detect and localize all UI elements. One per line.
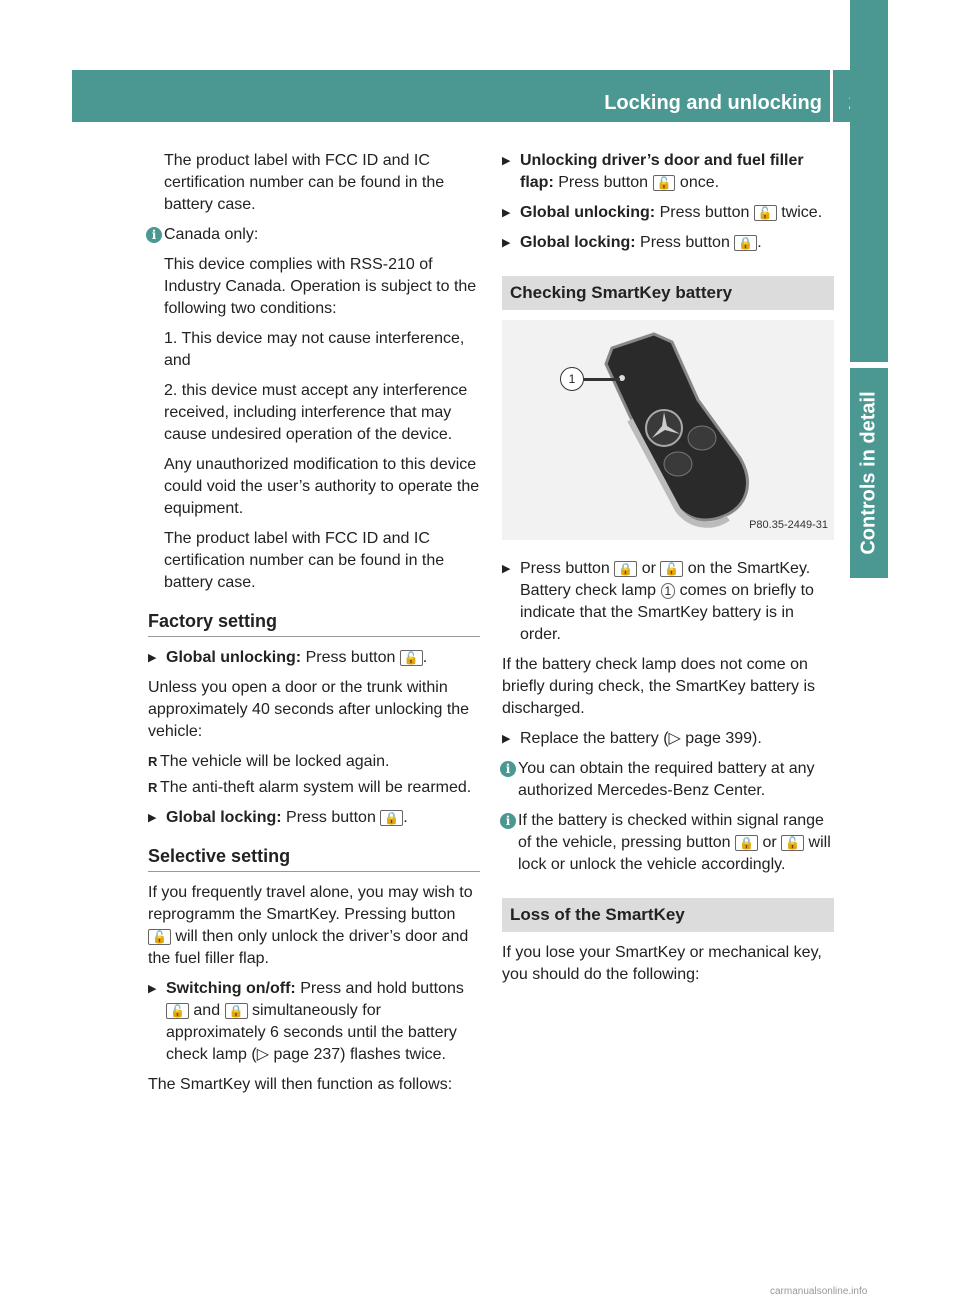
- info-block: [148, 224, 480, 594]
- step: ▶ Unlocking driver’s door and fuel filler flap: Press button 🔓 once.: [502, 150, 834, 194]
- page-header: [72, 70, 888, 122]
- section-bar: Checking SmartKey battery: [502, 276, 834, 310]
- paragraph: Unless you open a door or the trunk within approximately 40 seconds after unlocking the vehicle:: [148, 679, 470, 740]
- paragraph: The product label with FCC ID and IC certification number can be found in the battery case.: [164, 530, 445, 591]
- info-icon: i: [146, 227, 162, 243]
- smartkey-figure: [502, 320, 834, 540]
- left-column: [148, 150, 480, 1104]
- callout-number: 1: [560, 367, 584, 391]
- figure-caption: P80.35-2449-31: [749, 519, 828, 531]
- paragraph: The SmartKey will then function as follows:: [148, 1076, 453, 1093]
- paragraph: If the battery is checked within signal range of the vehicle, pressing button 🔒 or 🔓 will lock or unlock the vehicle accordingly.: [518, 812, 831, 873]
- list-item: R The anti-theft alarm system will be rearmed.: [148, 777, 480, 799]
- step: ▶ Press button 🔒 or 🔓 on the SmartKey. Battery check lamp 1 comes on briefly to indicate that the SmartKey battery is in order.: [502, 558, 834, 646]
- unlock-icon: 🔓: [653, 175, 676, 191]
- paragraph: This device complies with RSS-210 of Industry Canada. Operation is subject to the following two conditions:: [164, 256, 477, 317]
- smartkey-illustration: [502, 320, 834, 540]
- section-heading: Factory setting: [148, 610, 480, 637]
- step: ▶ Global unlocking: Press button 🔓 .: [148, 647, 480, 669]
- callout-line: [584, 378, 620, 381]
- paragraph: If you lose your SmartKey or mechanical key, you should do the following:: [502, 944, 822, 983]
- step: ▶ Global unlocking: Press button 🔓 twice.: [502, 202, 834, 224]
- paragraph: Canada only:: [164, 226, 259, 243]
- step: ▶ Global locking: Press button 🔒 .: [502, 232, 834, 254]
- watermark: carmanualsonline.info: [770, 1286, 868, 1297]
- info-icon: i: [500, 813, 516, 829]
- lock-icon: 🔒: [380, 810, 403, 826]
- header-title: Locking and unlocking: [604, 92, 822, 114]
- paragraph: Any unauthorized modification to this device could void the user’s authority to operate the equipment.: [164, 456, 480, 517]
- unlock-icon: 🔓: [660, 561, 683, 577]
- paragraph: You can obtain the required battery at any authorized Mercedes-Benz Center.: [518, 760, 815, 799]
- paragraph: If you frequently travel alone, you may wish to reprogramm the SmartKey. Pressing button 🔓 will then only unlock the driver’s door and the fuel filler flap.: [148, 884, 473, 967]
- lock-icon: 🔒: [225, 1003, 248, 1019]
- info-block: [502, 810, 834, 876]
- lock-icon: 🔒: [734, 235, 757, 251]
- header-separator: [830, 70, 833, 122]
- unlock-icon: 🔓: [166, 1003, 189, 1019]
- step: ▶ Switching on/off: Press and hold buttons 🔓 and 🔒 simultaneously for approximately 6 seconds until the battery check lamp (▷ page 237) flashes twice.: [148, 978, 480, 1066]
- info-icon: i: [500, 761, 516, 777]
- info-block: [502, 758, 834, 802]
- side-tab-label: Controls in detail: [857, 391, 880, 555]
- step: ▶ Global locking: Press button 🔒 .: [148, 807, 480, 829]
- paragraph: If the battery check lamp does not come on briefly during check, the SmartKey battery is discharged.: [502, 656, 816, 717]
- section-heading: Selective setting: [148, 845, 480, 872]
- step: ▶ Replace the battery (▷ page 399).: [502, 728, 834, 750]
- unlock-icon: 🔓: [148, 929, 171, 945]
- unlock-icon: 🔓: [754, 205, 777, 221]
- paragraph: 2. this device must accept any interference received, including interference that may cause undesired operation of the device.: [164, 382, 468, 443]
- unlock-icon: 🔓: [400, 650, 423, 666]
- paragraph: 1. This device may not cause interference, and: [164, 330, 465, 369]
- lock-icon: 🔒: [614, 561, 637, 577]
- right-column: [502, 150, 834, 994]
- unlock-icon: 🔓: [781, 835, 804, 851]
- section-bar: Loss of the SmartKey: [502, 898, 834, 932]
- side-tab-top: [850, 0, 888, 362]
- list-item: R The vehicle will be locked again.: [148, 751, 480, 773]
- callout-number: 1: [661, 583, 676, 599]
- paragraph: The product label with FCC ID and IC certification number can be found in the battery case.: [164, 152, 445, 213]
- lock-icon: 🔒: [735, 835, 758, 851]
